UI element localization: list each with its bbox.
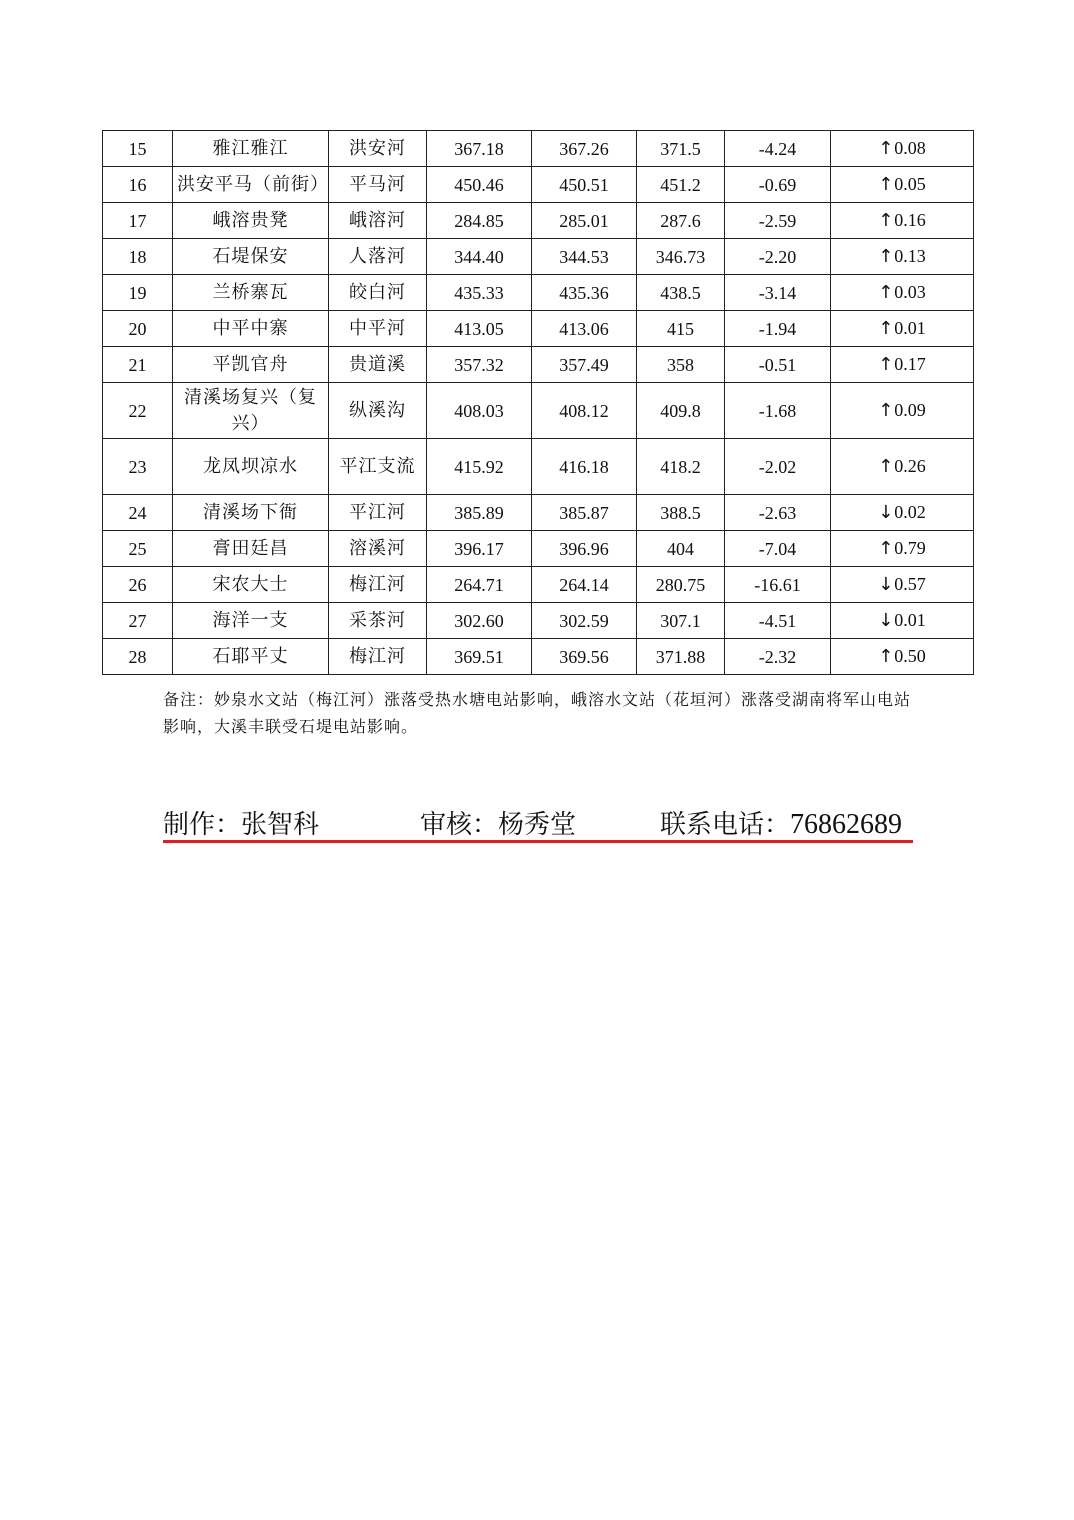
level-difference-cell: -7.04 bbox=[725, 531, 831, 567]
remark-note: 备注：妙泉水文站（梅江河）涨落受热水塘电站影响，峨溶水文站（花垣河）涨落受湖南将军山电站影响，大溪丰联受石堤电站影响。 bbox=[163, 690, 912, 736]
change-cell bbox=[831, 275, 974, 311]
table-row bbox=[103, 239, 974, 275]
reviewer-credit: 审核：杨秀堂 bbox=[420, 810, 577, 840]
level-value-2-cell: 285.01 bbox=[532, 203, 637, 239]
station-name-cell: 龙凤坝凉水 bbox=[173, 439, 329, 495]
change-value: 0.09 bbox=[894, 400, 926, 420]
row-number-cell: 21 bbox=[103, 347, 173, 383]
change-cell bbox=[831, 495, 974, 531]
level-value-1-cell: 357.32 bbox=[427, 347, 532, 383]
level-value-2-cell: 302.59 bbox=[532, 603, 637, 639]
river-name-cell: 洪安河 bbox=[329, 131, 427, 167]
level-value-2-cell: 264.14 bbox=[532, 567, 637, 603]
level-value-3-cell: 404 bbox=[637, 531, 725, 567]
arrow-down-icon: ↓ bbox=[878, 610, 894, 631]
table-row bbox=[103, 347, 974, 383]
arrow-up-icon: ↑ bbox=[878, 456, 894, 477]
river-name-cell: 采茶河 bbox=[329, 603, 427, 639]
arrow-up-icon: ↑ bbox=[878, 354, 894, 375]
change-value: 0.16 bbox=[894, 210, 926, 230]
level-value-2-cell: 408.12 bbox=[532, 383, 637, 439]
row-number-cell: 16 bbox=[103, 167, 173, 203]
level-value-2-cell: 435.36 bbox=[532, 275, 637, 311]
arrow-down-icon: ↓ bbox=[878, 574, 894, 595]
level-value-1-cell: 344.40 bbox=[427, 239, 532, 275]
level-difference-cell: -0.51 bbox=[725, 347, 831, 383]
level-value-2-cell: 416.18 bbox=[532, 439, 637, 495]
level-value-1-cell: 408.03 bbox=[427, 383, 532, 439]
arrow-up-icon: ↑ bbox=[878, 246, 894, 267]
table-row bbox=[103, 311, 974, 347]
table-row bbox=[103, 131, 974, 167]
station-name-cell: 石耶平丈 bbox=[173, 639, 329, 675]
arrow-up-icon: ↑ bbox=[878, 210, 894, 231]
row-number-cell: 28 bbox=[103, 639, 173, 675]
station-name-cell: 海洋一支 bbox=[173, 603, 329, 639]
arrow-up-icon: ↑ bbox=[878, 138, 894, 159]
level-value-3-cell: 438.5 bbox=[637, 275, 725, 311]
station-name-cell: 石堤保安 bbox=[173, 239, 329, 275]
river-name-cell: 平马河 bbox=[329, 167, 427, 203]
level-value-1-cell: 302.60 bbox=[427, 603, 532, 639]
river-name-cell: 梅江河 bbox=[329, 567, 427, 603]
level-difference-cell: -4.51 bbox=[725, 603, 831, 639]
river-name-cell: 平江河 bbox=[329, 495, 427, 531]
level-difference-cell: -2.32 bbox=[725, 639, 831, 675]
table-row bbox=[103, 495, 974, 531]
level-value-3-cell: 307.1 bbox=[637, 603, 725, 639]
change-value: 0.79 bbox=[894, 538, 926, 558]
table-row bbox=[103, 167, 974, 203]
arrow-up-icon: ↑ bbox=[878, 538, 894, 559]
arrow-down-icon: ↓ bbox=[878, 502, 894, 523]
level-value-1-cell: 450.46 bbox=[427, 167, 532, 203]
level-value-1-cell: 369.51 bbox=[427, 639, 532, 675]
level-value-1-cell: 264.71 bbox=[427, 567, 532, 603]
level-difference-cell: -1.94 bbox=[725, 311, 831, 347]
table-row bbox=[103, 639, 974, 675]
level-value-2-cell: 344.53 bbox=[532, 239, 637, 275]
station-name-cell: 宋农大士 bbox=[173, 567, 329, 603]
station-name-cell: 兰桥寨瓦 bbox=[173, 275, 329, 311]
change-value: 0.26 bbox=[894, 456, 926, 476]
arrow-up-icon: ↑ bbox=[878, 646, 894, 667]
table-row bbox=[103, 203, 974, 239]
level-value-2-cell: 450.51 bbox=[532, 167, 637, 203]
river-name-cell: 溶溪河 bbox=[329, 531, 427, 567]
level-value-2-cell: 369.56 bbox=[532, 639, 637, 675]
level-difference-cell: -4.24 bbox=[725, 131, 831, 167]
change-cell bbox=[831, 567, 974, 603]
row-number-cell: 27 bbox=[103, 603, 173, 639]
row-number-cell: 18 bbox=[103, 239, 173, 275]
level-value-2-cell: 413.06 bbox=[532, 311, 637, 347]
change-cell bbox=[831, 383, 974, 439]
arrow-up-icon: ↑ bbox=[878, 174, 894, 195]
row-number-cell: 25 bbox=[103, 531, 173, 567]
change-cell bbox=[831, 239, 974, 275]
table-row bbox=[103, 567, 974, 603]
level-difference-cell: -1.68 bbox=[725, 383, 831, 439]
level-value-1-cell: 396.17 bbox=[427, 531, 532, 567]
level-value-1-cell: 415.92 bbox=[427, 439, 532, 495]
change-cell bbox=[831, 603, 974, 639]
level-difference-cell: -16.61 bbox=[725, 567, 831, 603]
level-value-3-cell: 451.2 bbox=[637, 167, 725, 203]
change-cell bbox=[831, 439, 974, 495]
river-name-cell: 峨溶河 bbox=[329, 203, 427, 239]
change-cell bbox=[831, 167, 974, 203]
river-name-cell: 皎白河 bbox=[329, 275, 427, 311]
change-cell bbox=[831, 531, 974, 567]
station-name-cell: 中平中寨 bbox=[173, 311, 329, 347]
row-number-cell: 17 bbox=[103, 203, 173, 239]
change-cell bbox=[831, 639, 974, 675]
level-value-3-cell: 388.5 bbox=[637, 495, 725, 531]
level-difference-cell: -2.02 bbox=[725, 439, 831, 495]
table-row bbox=[103, 531, 974, 567]
level-value-1-cell: 435.33 bbox=[427, 275, 532, 311]
change-value: 0.03 bbox=[894, 282, 926, 302]
level-value-1-cell: 385.89 bbox=[427, 495, 532, 531]
level-value-1-cell: 413.05 bbox=[427, 311, 532, 347]
change-cell bbox=[831, 311, 974, 347]
table-row bbox=[103, 275, 974, 311]
river-name-cell: 梅江河 bbox=[329, 639, 427, 675]
level-difference-cell: -2.63 bbox=[725, 495, 831, 531]
level-value-2-cell: 367.26 bbox=[532, 131, 637, 167]
level-value-3-cell: 415 bbox=[637, 311, 725, 347]
station-name-cell: 清溪场复兴（复兴） bbox=[173, 383, 329, 439]
station-name-cell: 峨溶贵凳 bbox=[173, 203, 329, 239]
row-number-cell: 19 bbox=[103, 275, 173, 311]
arrow-up-icon: ↑ bbox=[878, 282, 894, 303]
change-value: 0.01 bbox=[894, 318, 926, 338]
change-value: 0.50 bbox=[894, 646, 926, 666]
change-value: 0.01 bbox=[894, 610, 926, 630]
level-value-3-cell: 409.8 bbox=[637, 383, 725, 439]
row-number-cell: 23 bbox=[103, 439, 173, 495]
level-value-3-cell: 346.73 bbox=[637, 239, 725, 275]
level-value-3-cell: 418.2 bbox=[637, 439, 725, 495]
station-name-cell: 平凯官舟 bbox=[173, 347, 329, 383]
change-value: 0.08 bbox=[894, 138, 926, 158]
change-value: 0.57 bbox=[894, 574, 926, 594]
river-name-cell: 中平河 bbox=[329, 311, 427, 347]
station-name-cell: 清溪场下衙 bbox=[173, 495, 329, 531]
signature-line bbox=[163, 806, 913, 844]
level-value-3-cell: 358 bbox=[637, 347, 725, 383]
river-name-cell: 平江支流 bbox=[329, 439, 427, 495]
contact-phone bbox=[660, 806, 902, 844]
change-value: 0.13 bbox=[894, 246, 926, 266]
arrow-up-icon: ↑ bbox=[878, 400, 894, 421]
row-number-cell: 26 bbox=[103, 567, 173, 603]
level-value-2-cell: 396.96 bbox=[532, 531, 637, 567]
level-difference-cell: -0.69 bbox=[725, 167, 831, 203]
row-number-cell: 15 bbox=[103, 131, 173, 167]
level-value-3-cell: 371.88 bbox=[637, 639, 725, 675]
change-cell bbox=[831, 131, 974, 167]
table-body bbox=[103, 131, 974, 675]
row-number-cell: 24 bbox=[103, 495, 173, 531]
level-difference-cell: -3.14 bbox=[725, 275, 831, 311]
level-value-1-cell: 284.85 bbox=[427, 203, 532, 239]
river-name-cell: 人落河 bbox=[329, 239, 427, 275]
level-value-1-cell: 367.18 bbox=[427, 131, 532, 167]
red-underline bbox=[163, 840, 913, 843]
change-value: 0.02 bbox=[894, 502, 926, 522]
row-number-cell: 22 bbox=[103, 383, 173, 439]
river-name-cell: 纵溪沟 bbox=[329, 383, 427, 439]
change-cell bbox=[831, 203, 974, 239]
level-value-3-cell: 280.75 bbox=[637, 567, 725, 603]
level-difference-cell: -2.20 bbox=[725, 239, 831, 275]
station-name-cell: 雅江雅江 bbox=[173, 131, 329, 167]
level-value-3-cell: 287.6 bbox=[637, 203, 725, 239]
change-value: 0.05 bbox=[894, 174, 926, 194]
maker-credit: 制作：张智科 bbox=[163, 810, 320, 840]
river-name-cell: 贵道溪 bbox=[329, 347, 427, 383]
level-value-2-cell: 357.49 bbox=[532, 347, 637, 383]
phone-label: 联系电话： bbox=[660, 810, 791, 840]
table-row bbox=[103, 603, 974, 639]
station-name-cell: 洪安平马（前街） bbox=[173, 167, 329, 203]
level-value-2-cell: 385.87 bbox=[532, 495, 637, 531]
arrow-up-icon: ↑ bbox=[878, 318, 894, 339]
change-cell bbox=[831, 347, 974, 383]
station-name-cell: 膏田廷昌 bbox=[173, 531, 329, 567]
phone-number: 76862689 bbox=[790, 809, 903, 840]
table-row bbox=[103, 383, 974, 439]
level-difference-cell: -2.59 bbox=[725, 203, 831, 239]
row-number-cell: 20 bbox=[103, 311, 173, 347]
water-level-table bbox=[102, 130, 974, 675]
table-row bbox=[103, 439, 974, 495]
change-value: 0.17 bbox=[894, 354, 926, 374]
level-value-3-cell: 371.5 bbox=[637, 131, 725, 167]
